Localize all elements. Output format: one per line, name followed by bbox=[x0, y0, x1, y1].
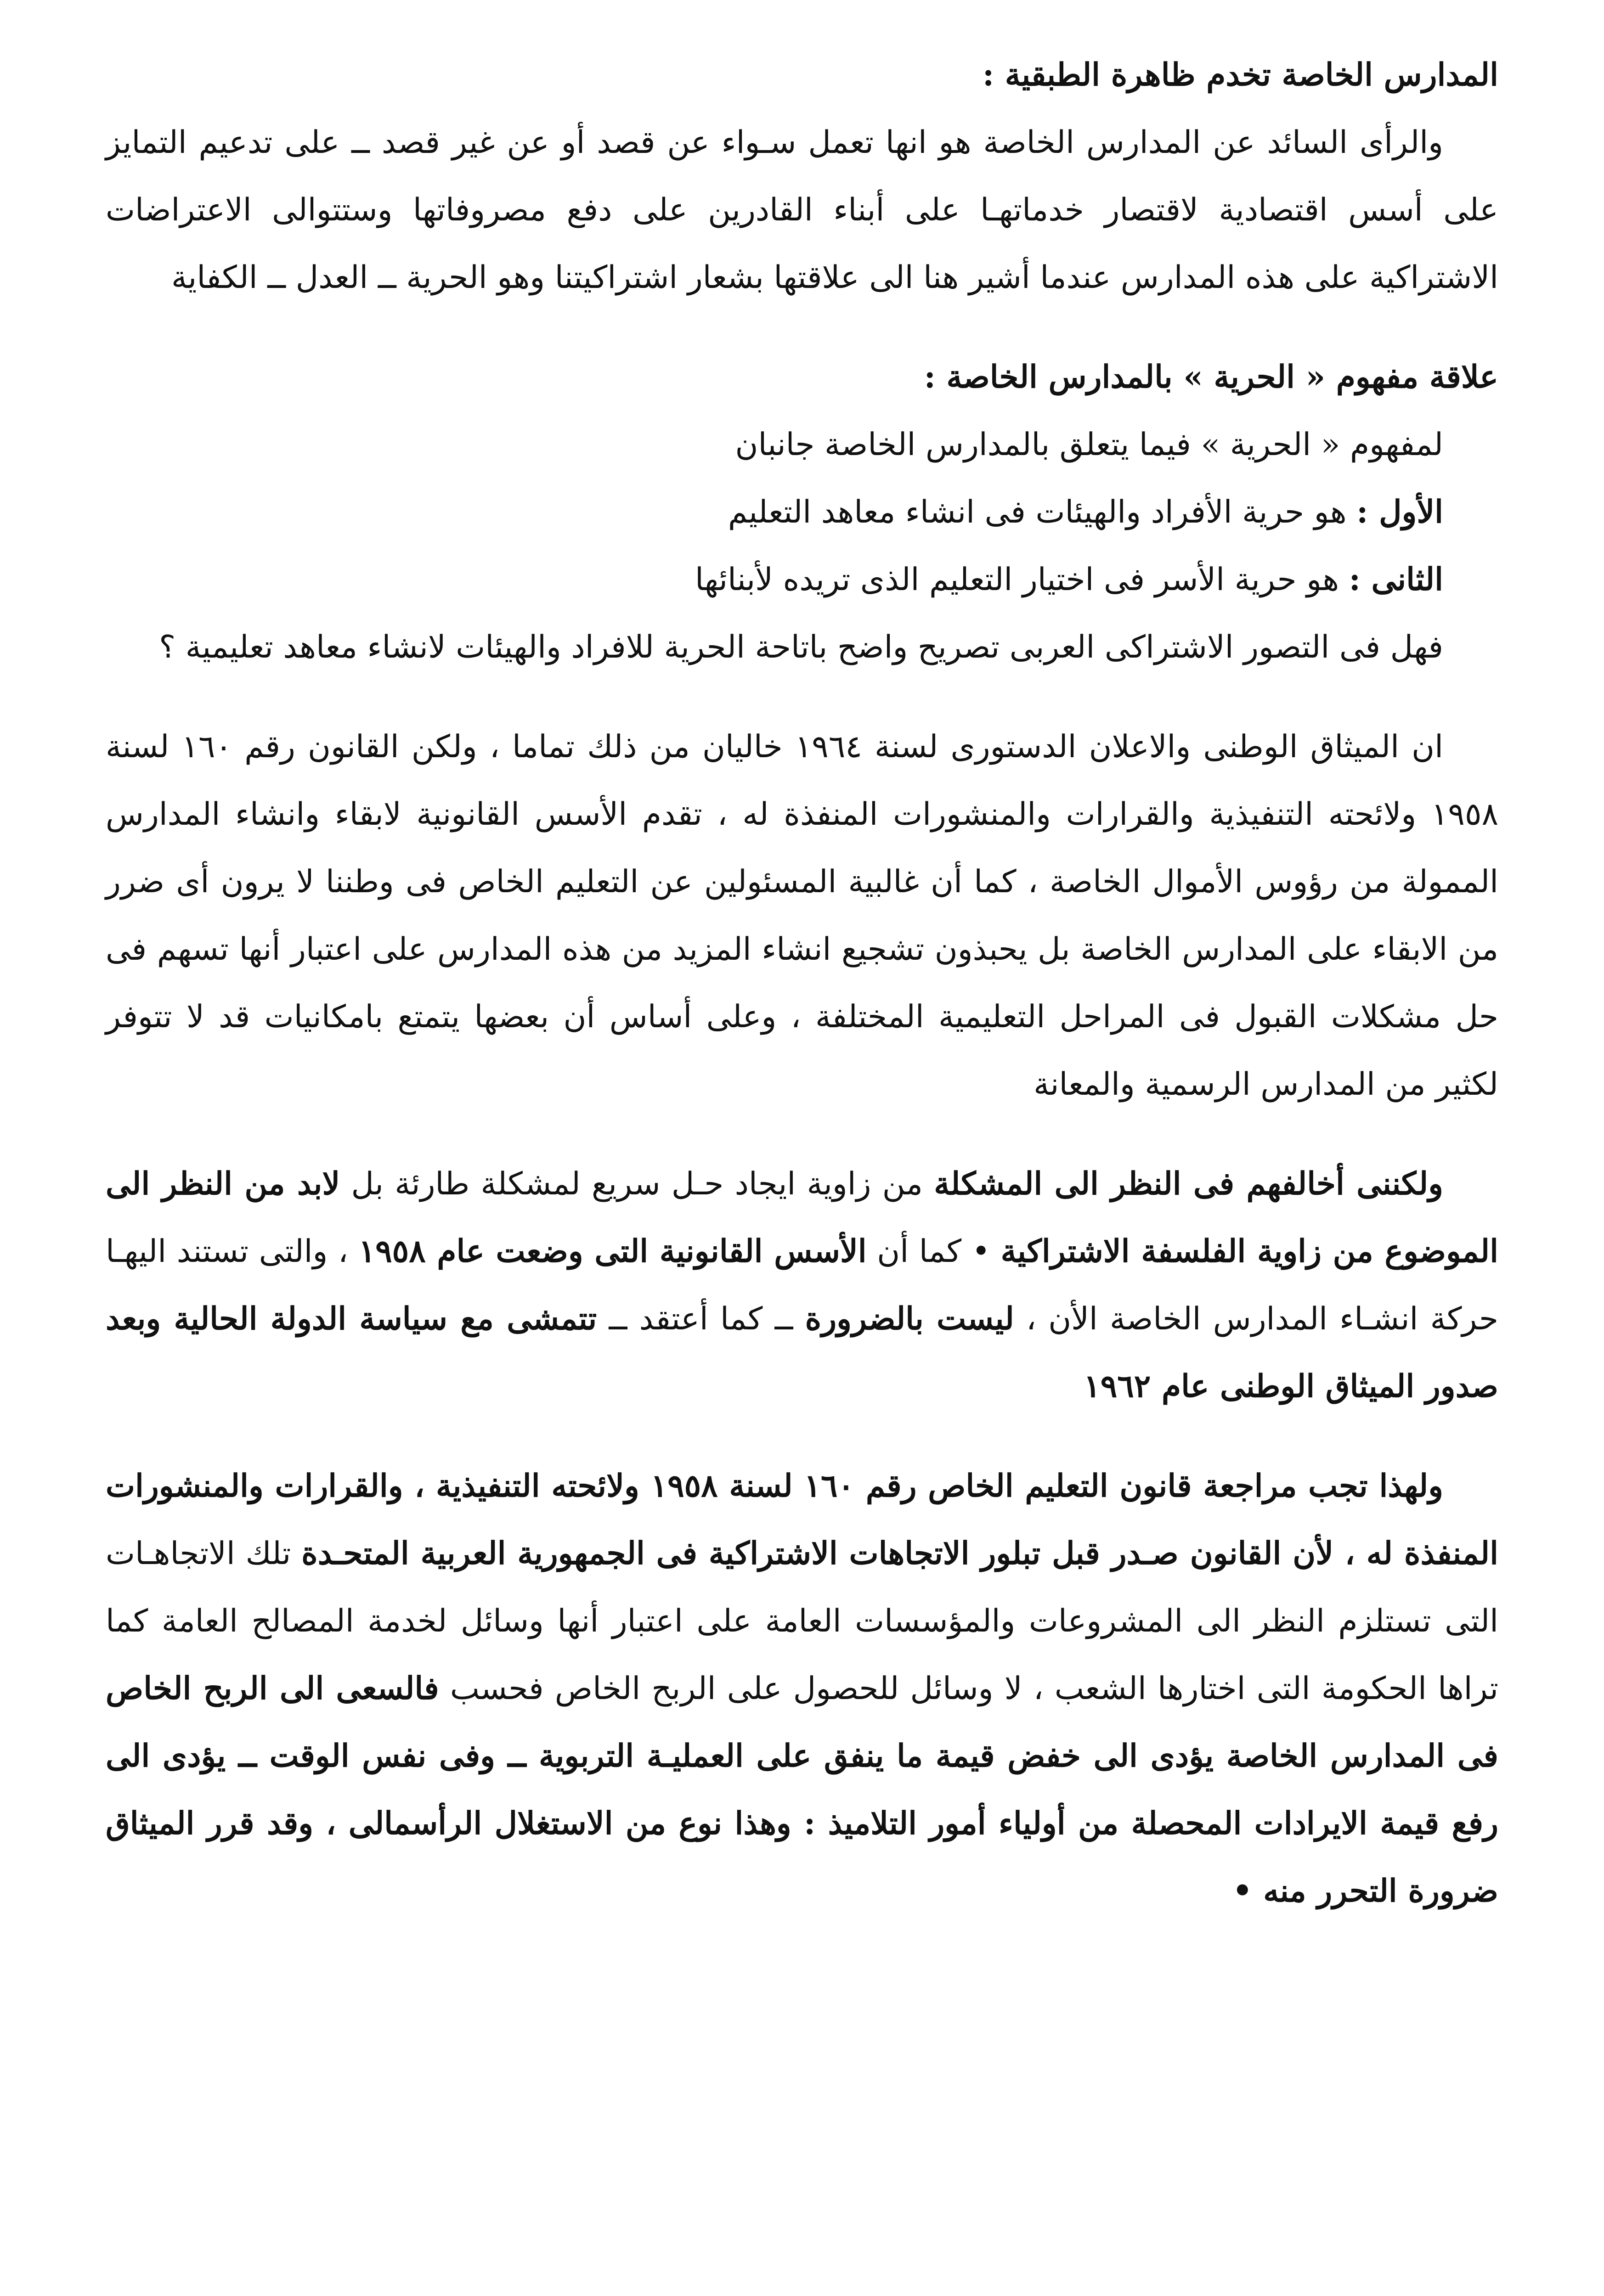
spacer bbox=[106, 1118, 1498, 1150]
text-run: من زاوية ايجاد حـل سريع لمشكلة طارئة بل bbox=[340, 1166, 934, 1202]
paragraph-freedom-intro: لمفهوم « الحرية » فيما يتعلق بالمدارس الخاصة جانبان bbox=[735, 427, 1443, 463]
bold-run: ليست بالضرورة bbox=[805, 1300, 1014, 1337]
paragraph-question: فهل فى التصور الاشتراكى العربى تصريح واضح باتاحة الحرية للافراد والهيئات لانشاء معاهد تعليمية ؟ bbox=[159, 629, 1443, 665]
list-item-first bbox=[106, 478, 1498, 546]
paragraph-law-review bbox=[106, 1452, 1498, 1925]
bold-run: ولكننى أخالفهم فى النظر الى المشكلة bbox=[934, 1165, 1444, 1202]
bold-run: لابد من النظر الى الموضوع من زاوية الفلسفة الاشتراكية bbox=[106, 1165, 1499, 1270]
paragraph-prevailing-opinion: والرأى السائد عن المدارس الخاصة هو انها تعمل سـواء عن قصد أو عن غير قصد ــ على تدعيم التمايز على أسس اقتصادية لاقتصار خدماتهـا على أبناء القادرين على دفع مصروفاتها وستتوالى الاعتراضات الاشتراكية على هذه المدارس عندما أشير هنا الى علاقتها بشعار اشتراكيتنا وهو الحرية ــ العدل ــ الكفاية bbox=[106, 124, 1498, 296]
spacer bbox=[106, 311, 1498, 343]
bold-run: تتمشى مع سياسة الدولة الحالية وبعد صدور الميثاق الوطنى عام ١٩٦٢ bbox=[106, 1300, 1498, 1405]
list-item-second-label: الثانى : bbox=[1349, 561, 1443, 598]
text-run: ــ كما أعتقد ــ bbox=[597, 1301, 805, 1337]
section-heading-freedom-concept: علاقة مفهوم « الحرية » بالمدارس الخاصة : bbox=[924, 359, 1498, 395]
section-heading-private-schools-class: المدارس الخاصة تخدم ظاهرة الطبقية : bbox=[983, 56, 1498, 93]
paragraph-national-charter: ان الميثاق الوطنى والاعلان الدستورى لسنة ١٩٦٤ خاليان من ذلك تماما ، ولكن القانون رقم ١٦٠ لسنة ١٩٥٨ ولائحته التنفيذية والقرارات والمنشورات المنفذة له ، تقدم الأسس القانونية لابقاء وانشاء المدارس الممولة من رؤوس الأموال الخاصة ، كما أن غالبية المسئولين عن التعليم الخاص فى وطننا لا يرون أى ضرر من الابقاء على المدارس الخاصة بل يحبذون تشجيع انشاء المزيد من هذه المدارس على اعتبار أنها تسهم فى حل مشكلات القبول فى المراحل التعليمية المختلفة ، وعلى أساس أن بعضها يتمتع بامكانيات قد لا تتوفر لكثير من المدارس الرسمية والمعانة bbox=[106, 729, 1498, 1103]
bold-run: الأسس القانونية التى وضعت عام ١٩٥٨ bbox=[358, 1233, 867, 1270]
spacer bbox=[106, 681, 1498, 713]
list-item-first-text: هو حرية الأفراد والهيئات فى انشاء معاهد التعليم bbox=[728, 494, 1347, 530]
bold-run: فالسعى الى الربح الخاص فى المدارس الخاصة يؤدى الى خفض قيمة ما ينفق على العمليـة التربوية ــ وفى نفس الوقت ــ يؤدى الى رفع قيمة الايرادات المحصلة من أولياء أمور التلاميذ : وهذا نوع من الاستغلال الرأسمالى ، وقد قرر الميثاق ضرورة التحرر منه • bbox=[106, 1670, 1498, 1909]
list-item-second bbox=[106, 546, 1498, 613]
bold-run: ولهذا تجب مراجعة قانون التعليم الخاص رقم ١٦٠ لسنة ١٩٥٨ ولائحته التنفيذية ، والقرارات والمنشورات المنفذة له ، لأن القانون صـدر قبل تبلور الاتجاهات الاشتراكية فى الجمهورية العربية المتحـدة bbox=[106, 1468, 1498, 1572]
text-run: ، والتى تستند اليهـا حركة انشـاء المدارس الخاصة الأن ، bbox=[106, 1233, 1499, 1337]
list-item-first-label: الأول : bbox=[1356, 494, 1443, 530]
spacer bbox=[106, 1420, 1498, 1452]
document-page bbox=[106, 41, 1498, 2296]
list-item-second-text: هو حرية الأسر فى اختيار التعليم الذى تريده لأبنائها bbox=[695, 562, 1339, 598]
text-run: تلك الاتجاهـات التى تستلزم النظر الى المشروعات والمؤسسات العامة على اعتبار أنها وسائل لخدمة المصالح العامة كما تراها الحكومة التى اختارها الشعب ، لا وسائل للحصول على الربح الخاص فحسب bbox=[106, 1536, 1498, 1707]
paragraph-disagreement bbox=[106, 1150, 1498, 1420]
text-run: • كما أن bbox=[866, 1233, 1001, 1270]
